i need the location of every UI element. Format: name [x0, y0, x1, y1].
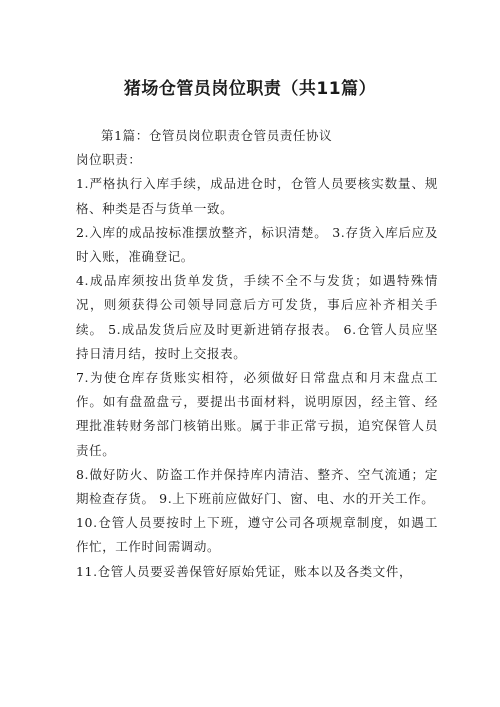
document-body: [76, 124, 438, 584]
paragraph: 7.为使仓库存货账实相符，必须做好日常盘点和月末盘点工作。如有盘盈盘亏，要提出书面材料，说明原因，经主管、经理批准转财务部门核销出账。属于非正常亏损，追究保管人员责任。: [76, 370, 438, 458]
paragraph: 1.严格执行入库手续，成品进仓时，仓管人员要核实数量、规格、种类是否与货单一致。: [76, 176, 438, 216]
paragraph: 4.成品库须按出货单发货，手续不全不与发货；如遇特殊情况，则须获得公司领导同意后方可发货，事后应补齐相关手续。 5.成品发货后应及时更新进销存报表。 6.仓管人员应坚持日清月结，按时上交报表。: [76, 273, 438, 361]
paragraph: 11.仓管人员要妥善保管好原始凭证，账本以及各类文件，: [76, 563, 413, 579]
document-title: 猪场仓管员岗位职责（共11篇）: [123, 79, 377, 99]
paragraph: 2.入库的成品按标准摆放整齐，标识清楚。 3.存货入库后应及时入账，准确登记。: [76, 224, 438, 265]
paragraph: 岗位职责：: [76, 152, 142, 168]
paragraph: 8.做好防火、防盗工作并保持库内清洁、整齐、空气流通；定期检查存货。 9.上下班前应做好门、窗、电、水的开关工作。: [76, 466, 438, 507]
paragraph: 10.仓管人员要按时上下班，遵守公司各项规章制度，如遇工作忙，工作时间需调动。: [76, 515, 438, 555]
section-heading: 第1篇：仓管员岗位职责仓管员责任协议: [101, 128, 333, 143]
